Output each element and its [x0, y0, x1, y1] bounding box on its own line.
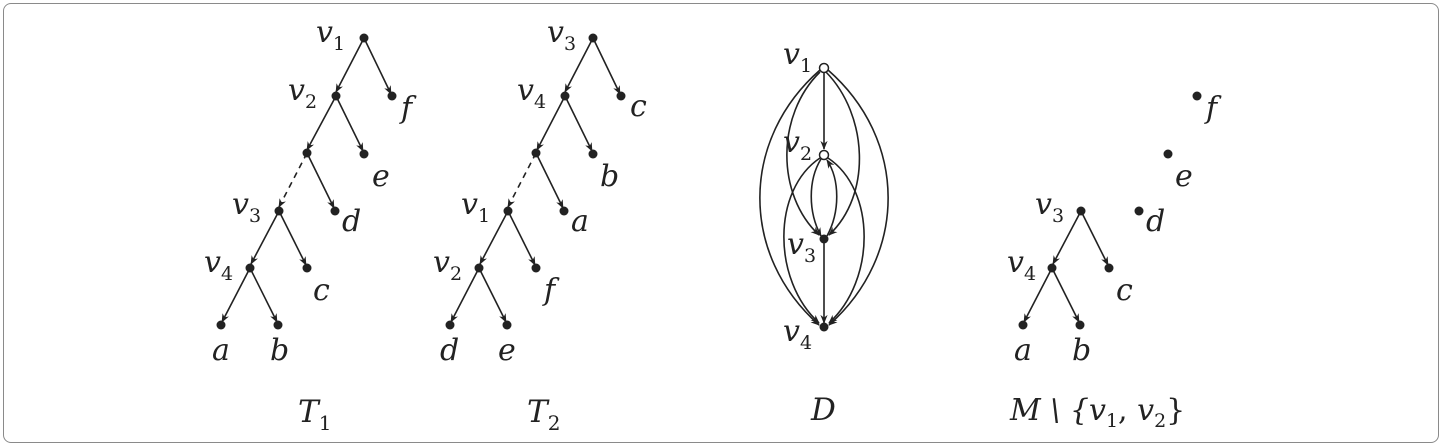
t1-edge-v1-f — [364, 38, 391, 94]
t2-edge-u-v1-dashed — [508, 153, 536, 207]
d-node-v1 — [820, 64, 829, 73]
t1-label-v1: $v_1$ — [316, 15, 346, 55]
m-edge-v3-c — [1081, 211, 1108, 265]
t2-label-b: b — [600, 159, 620, 194]
m-isolated-e — [1164, 150, 1173, 159]
t2-leaf-b — [589, 150, 598, 159]
t2-leaf-a — [560, 207, 569, 216]
t2-node-v3 — [589, 34, 598, 43]
t1-leaf-e — [360, 150, 369, 159]
t1-node-v2 — [332, 92, 341, 101]
t1-label-f: f — [401, 91, 413, 126]
t2-label-f: f — [544, 273, 556, 308]
t1-node-unlabeled — [303, 149, 312, 158]
m-leaf-b — [1076, 321, 1085, 330]
d-node-v3 — [820, 235, 829, 244]
t1-node-v1 — [360, 34, 369, 43]
m-label-d: d — [1146, 204, 1166, 239]
t2-leaf-c — [617, 92, 626, 101]
t1-label-b: b — [270, 333, 290, 368]
m-label-e: e — [1175, 159, 1193, 194]
t1-leaf-b — [274, 321, 283, 330]
t1-edge-v2-e — [336, 96, 363, 151]
t1-label-v4: $v_4$ — [204, 245, 234, 285]
t1-edge-v3-c — [279, 211, 306, 265]
t2-edge-u-a — [536, 153, 563, 208]
t1-label-v2: $v_2$ — [288, 73, 318, 113]
d-label-v3: $v_3$ — [787, 227, 817, 267]
t2-leaf-d — [446, 321, 455, 330]
t1-label-e: e — [372, 159, 390, 194]
t1-leaf-f — [388, 92, 397, 101]
t2-edge-v2-e — [479, 268, 506, 322]
t2-label-v4: $v_4$ — [517, 73, 547, 113]
t2-edge-v4-b — [565, 96, 592, 151]
caption-t1: $T_1$ — [298, 394, 332, 434]
d-label-v1: $v_1$ — [783, 37, 813, 77]
d-label-v4: $v_4$ — [783, 314, 813, 354]
caption-t2: $T_2$ — [527, 394, 561, 434]
t1-label-v3: $v_3$ — [232, 187, 262, 227]
caption-d: D — [811, 392, 836, 428]
t2-node-v1 — [504, 207, 513, 216]
m-label-v4: $v_4$ — [1007, 245, 1037, 285]
t2-leaf-e — [503, 321, 512, 330]
m-node-v4 — [1048, 264, 1057, 273]
m-label-a: a — [1014, 333, 1032, 368]
tree-t2 — [433, 15, 647, 434]
t1-edge-v4-b — [250, 268, 277, 322]
d-edge-v2-v3-inner — [811, 159, 821, 236]
t1-label-c: c — [313, 273, 330, 308]
t1-edge-u-d — [307, 153, 334, 208]
m-label-b: b — [1072, 333, 1092, 368]
m-label-f: f — [1206, 91, 1218, 126]
caption-m: M \ {$v_1$, $v_2$} — [1010, 393, 1186, 432]
m-isolated-f — [1193, 92, 1202, 101]
t2-leaf-f — [532, 264, 541, 273]
forest-m — [1007, 91, 1222, 432]
t1-leaf-d — [331, 207, 340, 216]
d-edge-v1-v3-right — [826, 72, 859, 235]
t2-label-a: a — [571, 204, 589, 239]
t1-label-a: a — [212, 333, 230, 368]
t2-node-v4 — [561, 92, 570, 101]
d-edge-v3-v2-inner — [827, 160, 837, 236]
m-node-v3 — [1077, 207, 1086, 216]
t1-node-v3 — [275, 207, 284, 216]
m-leaf-c — [1105, 264, 1114, 273]
t1-leaf-a — [217, 321, 226, 330]
t1-leaf-c — [303, 264, 312, 273]
m-label-v3: $v_3$ — [1035, 187, 1065, 227]
t2-label-c: c — [630, 89, 647, 124]
d-node-v2 — [820, 151, 829, 160]
t2-edge-v1-f — [508, 211, 535, 265]
t2-node-unlabeled — [532, 149, 541, 158]
d-edge-v2-v4-right — [828, 158, 864, 323]
t2-label-v1: $v_1$ — [461, 187, 491, 227]
m-label-c: c — [1116, 273, 1133, 308]
t2-label-d: d — [440, 333, 460, 368]
t2-node-v2 — [475, 264, 484, 273]
d-node-v4 — [820, 323, 829, 332]
m-edge-v4-b — [1052, 268, 1079, 322]
t1-label-d: d — [342, 204, 362, 239]
m-isolated-d — [1135, 207, 1144, 216]
t2-label-v3: $v_3$ — [547, 15, 577, 55]
tree-t1 — [204, 15, 417, 434]
t2-label-e: e — [498, 333, 516, 368]
t2-label-v2: $v_2$ — [433, 245, 463, 285]
t1-node-v4 — [246, 264, 255, 273]
m-leaf-a — [1019, 321, 1028, 330]
t2-edge-v3-c — [593, 38, 620, 94]
t1-edge-u-v3-dashed — [279, 153, 307, 207]
graph-d — [760, 37, 888, 428]
d-label-v2: $v_2$ — [783, 125, 813, 165]
